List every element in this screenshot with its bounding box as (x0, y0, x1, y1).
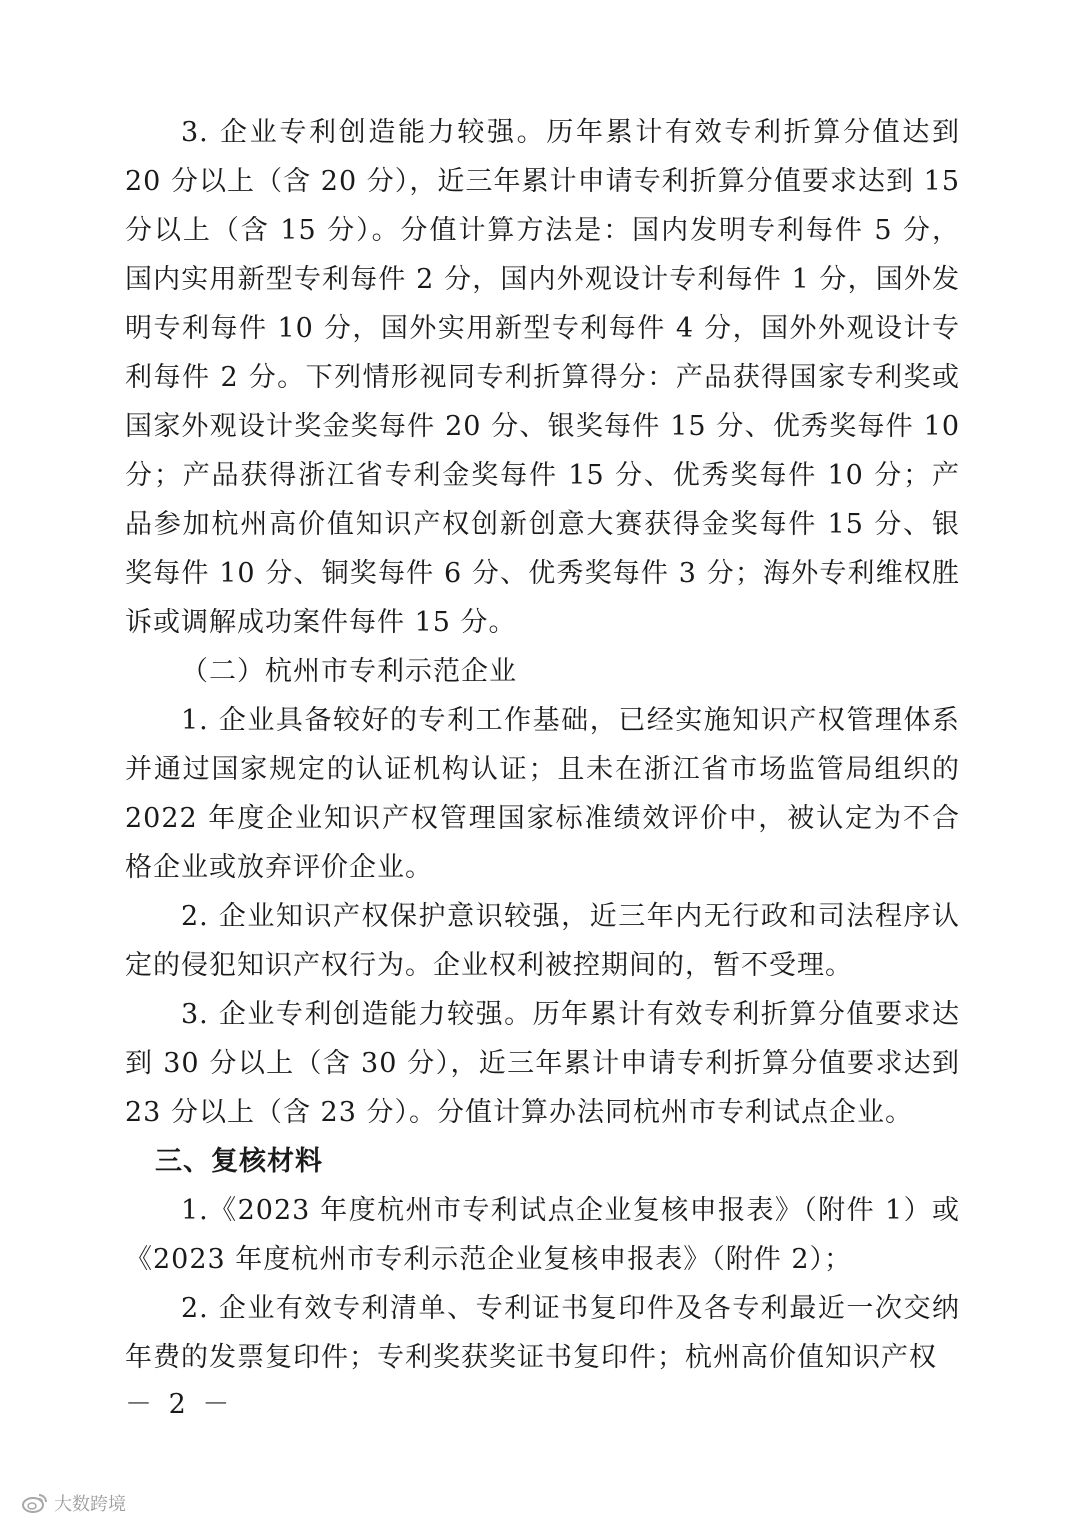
document-body (125, 108, 960, 1382)
weibo-logo-icon (22, 1492, 48, 1514)
watermark-text: 大数跨境 (54, 1494, 126, 1515)
paragraph-demo-criterion-2: 2. 企业知识产权保护意识较强，近三年内无行政和司法程序认定的侵犯知识产权行为。企业权利被控期间的，暂不受理。 (125, 901, 960, 981)
watermark (22, 1490, 126, 1516)
paragraph-materials-1: 1.《2023 年度杭州市专利试点企业复核申报表》（附件 1）或《2023 年度杭州市专利示范企业复核申报表》（附件 2）； (125, 1195, 960, 1275)
page-number: － 2 － (125, 1389, 234, 1420)
paragraph-materials-2: 2. 企业有效专利清单、专利证书复印件及各专利最近一次交纳年费的发票复印件；专利奖获奖证书复印件；杭州高价值知识产权 (125, 1293, 960, 1373)
paragraph-demo-criterion-1: 1. 企业具备较好的专利工作基础，已经实施知识产权管理体系并通过国家规定的认证机构认证；且未在浙江省市场监管局组织的 2022 年度企业知识产权管理国家标准绩效评价中，被认定为不合格企业或放弃评价企业。 (125, 705, 960, 883)
section-heading-review-materials: 三、复核材料 (155, 1146, 323, 1177)
subheading-demonstration-enterprise: （二）杭州市专利示范企业 (181, 656, 517, 687)
paragraph-demo-criterion-3: 3. 企业专利创造能力较强。历年累计有效专利折算分值要求达到 30 分以上（含 30 分），近三年累计申请专利折算分值要求达到 23 分以上（含 23 分）。分值计算办法同杭州市专利试点企业。 (125, 999, 960, 1128)
paragraph-pilot-criterion-3: 3. 企业专利创造能力较强。历年累计有效专利折算分值达到 20 分以上（含 20 分），近三年累计申请专利折算分值要求达到 15 分以上（含 15 分）。分值计算方法是：国内发明专利每件 5 分，国内实用新型专利每件 2 分，国内外观设计专利每件 1 分，国外发明专利每件 10 分，国外实用新型专利每件 4 分，国外外观设计专利每件 2 分。下列情形视同专利折算得分：产品获得国家专利奖或国家外观设计奖金奖每件 20 分、银奖每件 15 分、优秀奖每件 10 分；产品获得浙江省专利金奖每件 15 分、优秀奖每件 10 分；产品参加杭州高价值知识产权创新创意大赛获得金奖每件 15 分、银奖每件 10 分、铜奖每件 6 分、优秀奖每件 3 分；海外专利维权胜诉或调解成功案件每件 15 分。 (125, 117, 960, 638)
